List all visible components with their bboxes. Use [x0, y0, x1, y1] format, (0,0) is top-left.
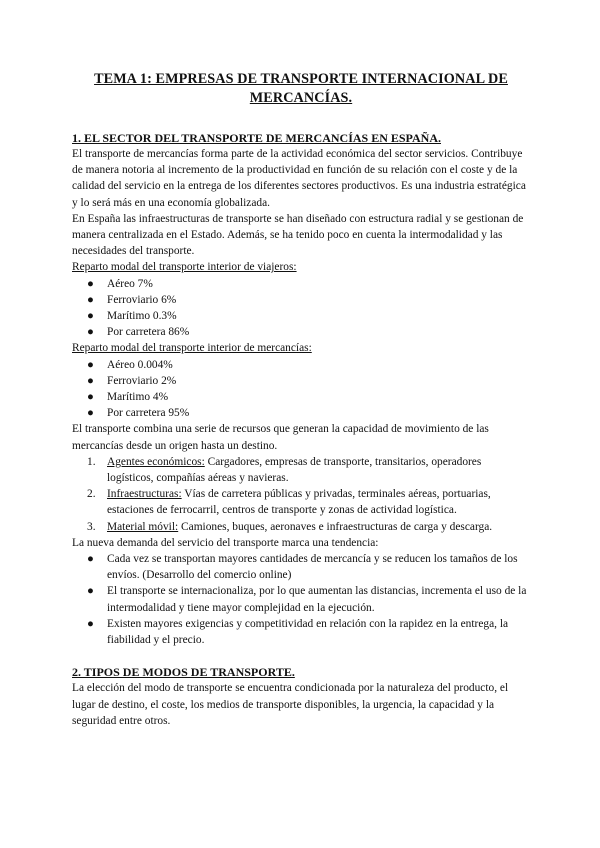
goods-heading: Reparto modal del transporte interior de mercancías: [72, 342, 312, 355]
list-item: ● Aéreo 0.004% [72, 357, 530, 373]
section-1-intro-paragraph: El transporte de mercancías forma parte de la actividad económica del sector servicios. Contribuye de manera notoria al incremento de la productividad en función de su relación con el coste y de la calidad del servicio en la entrega de los diferentes sectores productivos. Es una industria estratégica y lo será más en una economía globalizada. [72, 148, 526, 209]
resources-list [72, 454, 530, 535]
list-item: ● Por carretera 95% [72, 405, 530, 421]
demand-intro-paragraph: La nueva demanda del servicio del transporte marca una tendencia: [72, 536, 379, 549]
resource-text: Cargadores, empresas de transporte, transitarios, operadores logísticos, compañías aéreas y navieras. [107, 455, 482, 485]
bullet-icon: ● [87, 553, 94, 566]
section-1-heading: 1. EL SECTOR DEL TRANSPORTE DE MERCANCÍAS EN ESPAÑA. [72, 131, 441, 145]
infrastructure-paragraph: En España las infraestructuras de transporte se han diseñado con estructura radial y se gestionan de manera centralizada en el Estado. Además, se ha tenido poco en cuenta la intermodalidad y las necesidades del transporte. [72, 212, 524, 258]
bullet-icon: ● [87, 407, 94, 420]
section-2-heading: 2. TIPOS DE MODOS DE TRANSPORTE. [72, 665, 295, 680]
list-number: 2. [87, 488, 96, 501]
bullet-icon: ● [87, 326, 94, 339]
section-2-paragraph: La elección del modo de transporte se encuentra condicionada por la naturaleza del producto, el lugar de destino, el coste, los medios de transporte disponibles, la urgencia, la capacidad y la seguridad entre otros. [72, 682, 509, 727]
resource-term: Agentes económicos: [107, 455, 205, 468]
list-item: ● Existen mayores exigencias y competitividad en relación con la rapidez en la entrega, la fiabilidad y el precio. [87, 617, 509, 647]
resource-term: Material móvil: [107, 520, 179, 533]
list-item: ● Aéreo 7% [72, 276, 530, 292]
resources-intro-paragraph: El transporte combina una serie de recursos que generan la capacidad de movimiento de las mercancías desde un origen hasta un destino. [72, 423, 489, 452]
demand-list [72, 551, 530, 648]
document-title: TEMA 1: EMPRESAS DE TRANSPORTE INTERNACIONAL DE MERCANCÍAS. [94, 71, 508, 106]
passengers-heading: Reparto modal del transporte interior de viajeros: [72, 261, 297, 274]
document-page [72, 70, 530, 729]
bullet-icon: ● [87, 358, 94, 371]
goods-list [72, 357, 530, 422]
list-item: ● Ferroviario 6% [72, 292, 530, 308]
bullet-icon: ● [87, 391, 94, 404]
list-item [72, 519, 530, 535]
list-item: ● Marítimo 0.3% [72, 308, 530, 324]
bullet-icon: ● [87, 310, 94, 323]
bullet-icon: ● [87, 585, 94, 598]
resource-term: Infraestructuras: [107, 488, 182, 501]
bullet-icon: ● [87, 374, 94, 387]
list-item: ● Ferroviario 2% [72, 373, 530, 389]
list-number: 1. [87, 455, 96, 468]
list-item: ● Cada vez se transportan mayores cantidades de mercancía y se reducen los tamaños de los envíos. (Desarrollo del comercio online) [87, 553, 518, 582]
list-item [72, 454, 530, 486]
passengers-list [72, 276, 530, 341]
bullet-icon: ● [87, 277, 94, 290]
bullet-icon: ● [87, 617, 94, 630]
list-item: ● Por carretera 86% [72, 324, 530, 340]
bullet-icon: ● [87, 293, 94, 306]
resource-text: Vías de carretera públicas y privadas, terminales aéreas, portuarias, estaciones de ferrocarril, centros de transporte y zonas de actividad logística. [107, 488, 491, 517]
resource-text: Camiones, buques, aeronaves e infraestructuras de carga y descarga. [178, 520, 493, 533]
list-item: ● Marítimo 4% [72, 389, 530, 405]
list-number: 3. [87, 520, 96, 533]
list-item: ● El transporte se internacionaliza, por lo que aumentan las distancias, incrementa el uso de la intermodalidad y tiene mayor complejidad en la ejecución. [87, 585, 527, 614]
list-item [72, 486, 530, 518]
